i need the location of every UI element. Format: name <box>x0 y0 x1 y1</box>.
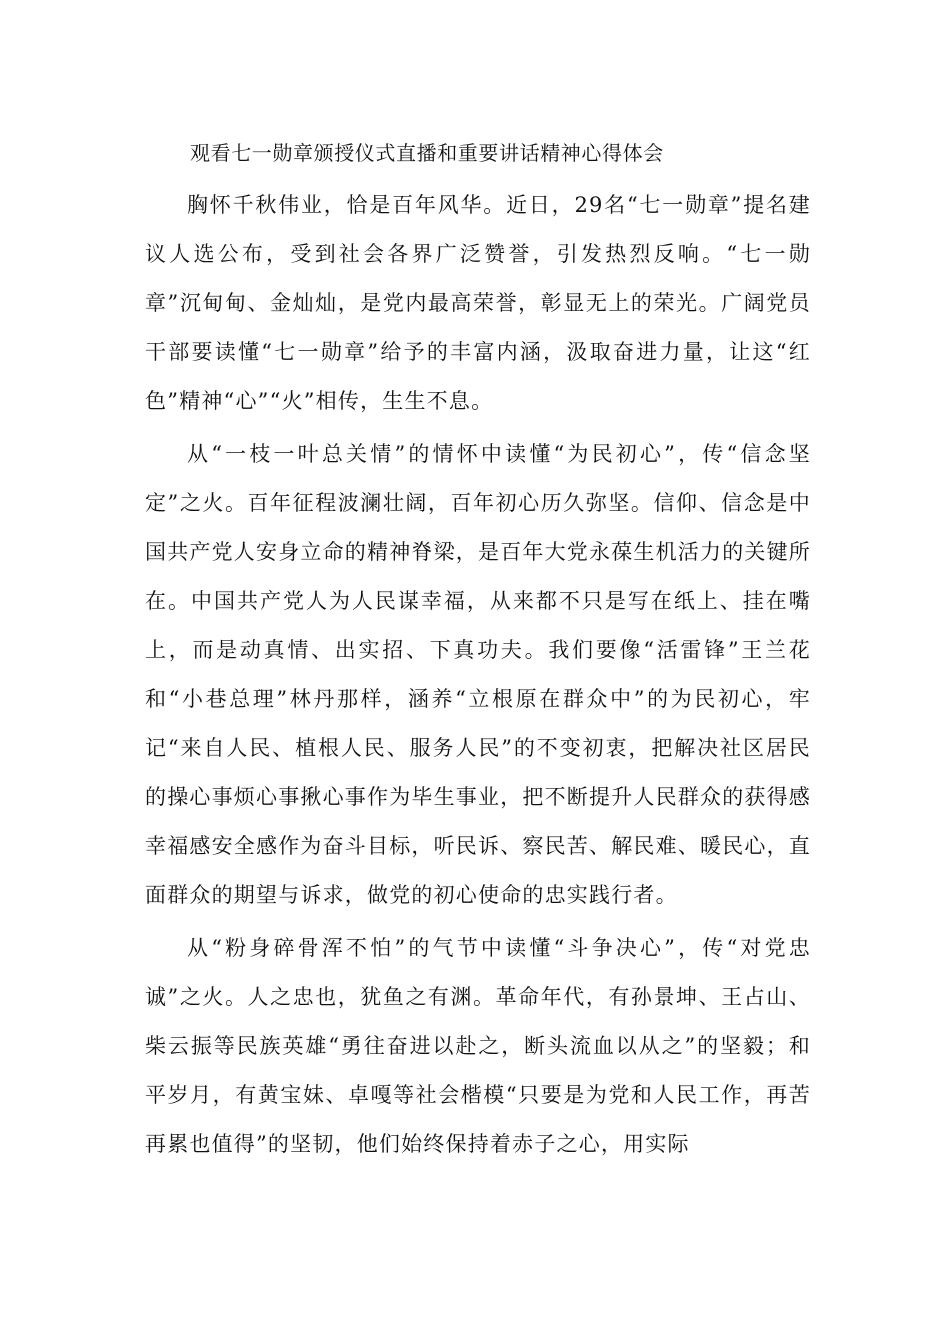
paragraph-3: 从“粉身碎骨浑不怕”的气节中读懂“斗争决心”，传“对党忠诚”之火。人之忠也，犹鱼之有渊。革命年代，有孙景坤、王占山、柴云振等民族英雄“勇往奋进以赴之，断头流血以从之”的坚毅；和平岁月，有黄宝妹、卓嘎等社会楷模“只要是为党和人民工作，再苦再累也值得”的坚韧，他们始终保持着赤子之心，用实际 <box>145 936 811 1156</box>
paragraph-1: 胸怀千秋伟业，恰是百年风华。近日，29名“七一勋章”提名建议人选公布，受到社会各界广泛赞誉，引发热烈反响。“七一勋章”沉甸甸、金灿灿，是党内最高荣誉，彰显无上的荣光。广阔党员干部要读懂“七一勋章”给予的丰富内涵，汲取奋进力量，让这“红色”精神“心”“火”相传，生生不息。 <box>145 193 811 413</box>
document-body <box>145 181 811 1173</box>
paragraph-2: 从“一枝一叶总关情”的情怀中读懂“为民初心”，传“信念坚定”之火。百年征程波澜壮阔，百年初心历久弥坚。信仰、信念是中国共产党人安身立命的精神脊梁，是百年大党永葆生机活力的关键所在。中国共产党人为人民谋幸福，从来都不只是写在纸上、挂在嘴上，而是动真情、出实招、下真功夫。我们要像“活雷锋”王兰花和“小巷总理”林丹那样，涵养“立根原在群众中”的为民初心，牢记“来自人民、植根人民、服务人民”的不变初衷，把解决社区居民的操心事烦心事揪心事作为毕生事业，把不断提升人民群众的获得感幸福感安全感作为奋斗目标，听民诉、察民苦、解民难、暖民心，直面群众的期望与诉求，做党的初心使命的忠实践行者。 <box>145 442 811 907</box>
document-title: 观看七一勋章颁授仪式直播和重要讲话精神心得体会 <box>190 141 664 165</box>
